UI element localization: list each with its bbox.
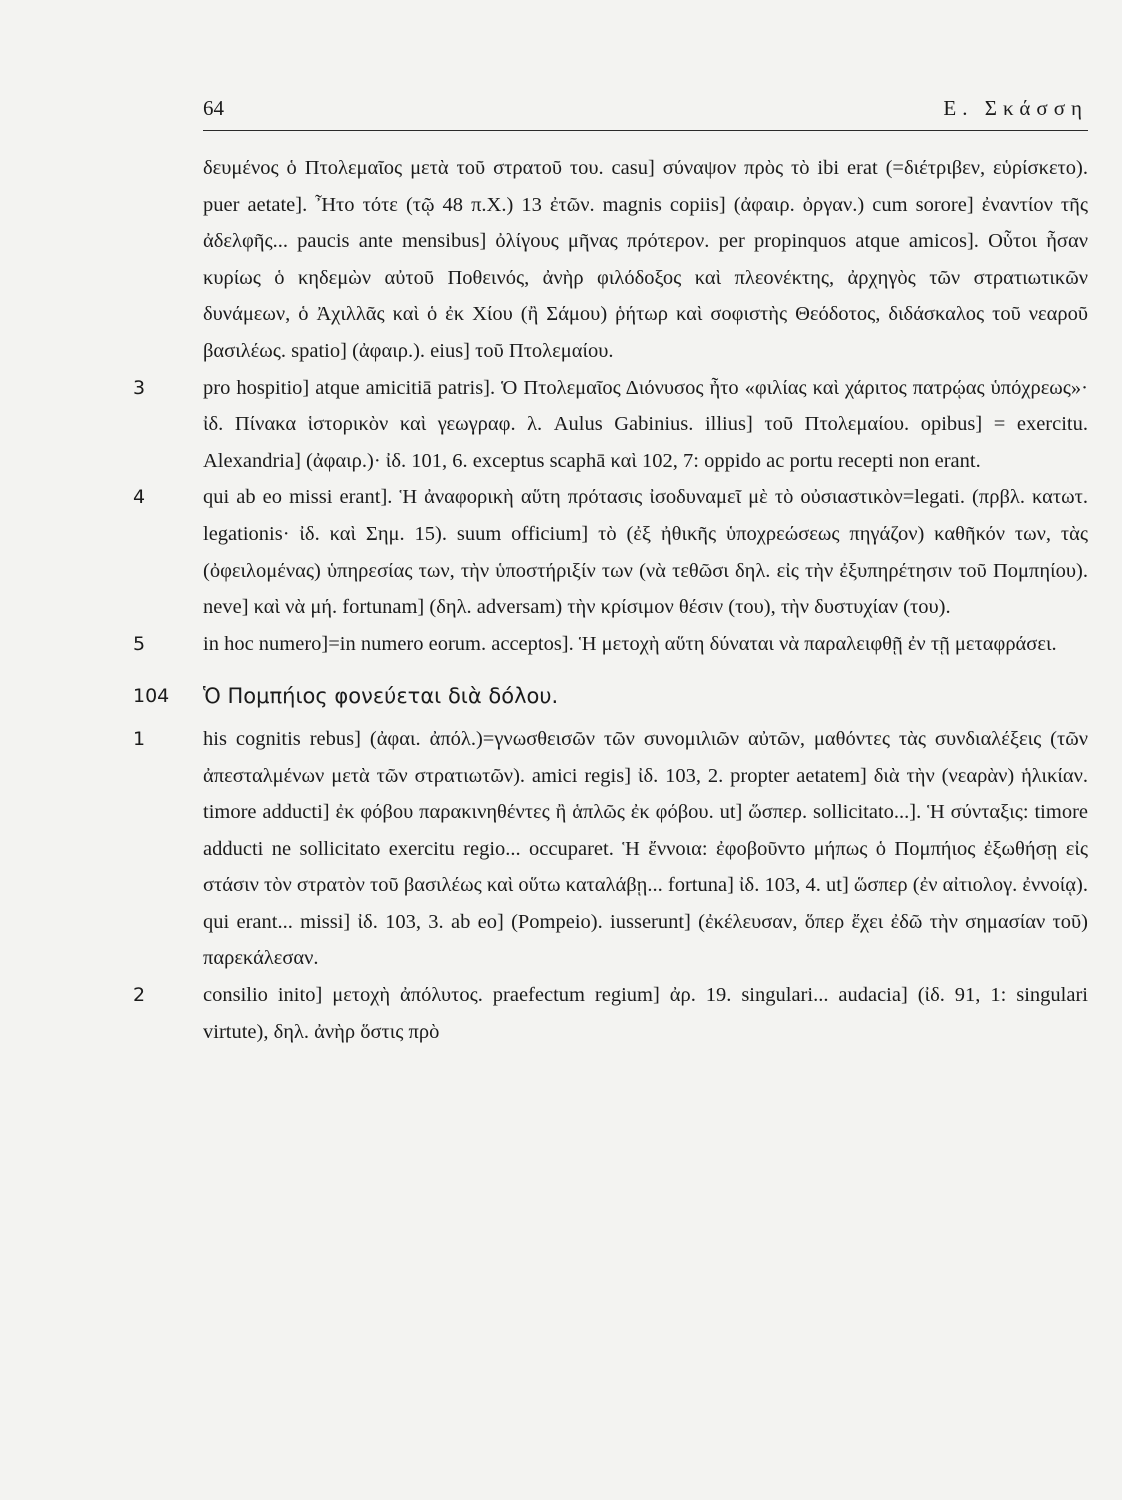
paragraph <box>133 977 1088 1050</box>
paragraph-text: consilio inito] μετοχὴ ἀπόλυτος. praefectum regium] ἀρ. 19. singulari... audacia] (ἰδ. 91, 1: singulari virtute), δηλ. ἀνὴρ ὅστις πρὸ <box>203 984 1088 1043</box>
section-title: Ὁ Πομπήιος φονεύεται διὰ δόλου. <box>203 684 559 709</box>
running-head: Ε. Σκάσση <box>943 96 1088 120</box>
paragraph-text: in hoc numero]=in numero eorum. acceptos]. Ἡ μετοχὴ αὕτη δύναται νὰ παραλειφθῇ ἐν τῇ μεταφράσει. <box>203 632 1057 655</box>
paragraph <box>133 721 1088 977</box>
paragraph-text: qui ab eo missi erant]. Ἡ ἀναφορικὴ αὕτη πρότασις ἰσοδυναμεῖ μὲ τὸ οὐσιαστικὸν=legati. (πρβλ. κατωτ. legationis· ἰδ. καὶ Σημ. 15). suum officium] τὸ (ἐξ ἠθικῆς ὑποχρεώσεως πηγάζον) καθῆκόν των, τὰς (ὀφειλομένας) ὑπηρεσίας των, τὴν ὑποστήριξίν των (νὰ τεθῶσι δηλ. εἰς τὴν ἐξυπηρέτησιν τοῦ Πομπηίου). neve] καὶ νὰ μή. fortunam] (δηλ. adversam) τὴν κρίσιμον θέσιν (του), τὴν δυστυχίαν (του). <box>203 486 1088 619</box>
page-body <box>133 150 1088 1050</box>
section-heading <box>133 678 1088 715</box>
paragraph-number: 3 <box>133 376 146 399</box>
paragraph <box>133 626 1088 663</box>
page-number: 64 <box>203 96 224 120</box>
section-number: 104 <box>133 685 170 708</box>
paragraph-text: δευμένος ὁ Πτολεμαῖος μετὰ τοῦ στρατοῦ του. casu] σύναψον πρὸς τὸ ibi erat (=διέτριβεν, εὑρίσκετο). puer aetate]. Ἦτο τότε (τῷ 48 π.Χ.) 13 ἐτῶν. magnis copiis] (ἀφαιρ. ὀργαν.) cum sorore] ἐναντίον τῆς ἀδελφῆς... paucis ante mensibus] ὀλίγους μῆνας πρότερον. per propinquos atque amicos]. Οὗτοι ἦσαν κυρίως ὁ κηδεμὼν αὐτοῦ Ποθεινός, ἀνὴρ φιλόδοξος καὶ πλεονέκτης, ἀρχηγὸς τῶν στρατιωτικῶν δυνάμεων, ὁ Ἀχιλλᾶς καὶ ὁ ἐκ Χίου (ἢ Σάμου) ῥήτωρ καὶ σοφιστὴς Θεόδοτος, διδάσκαλος τοῦ νεαροῦ βασιλέως. spatio] (ἀφαιρ.). eius] τοῦ Πτολεμαίου. <box>203 157 1088 362</box>
page-header <box>203 96 1088 131</box>
paragraph-text: his cognitis rebus] (ἀφαι. ἀπόλ.)=γνωσθεισῶν τῶν συνομιλιῶν αὐτῶν, μαθόντες τὰς συνδιαλέξεις (τῶν ἀπεσταλμένων μετὰ τῶν στρατιωτῶν). amici regis] ἰδ. 103, 2. propter aetatem] διὰ τὴν (νεαρὰν) ἡλικίαν. timore adducti] ἐκ φόβου παρακινηθέντες ἢ ἁπλῶς ἐκ φόβου. ut] ὥσπερ. sollicitato...]. Ἡ σύνταξις: timore adducti ne sollicitato exercitu regio... occuparet. Ἡ ἔννοια: ἐφοβοῦντο μήπως ὁ Πομπήιος ἐξωθήσῃ εἰς στάσιν τὸν στρατὸν τοῦ βασιλέως καὶ οὕτω καταλάβῃ... fortuna] ἰδ. 103, 4. ut] ὥσπερ (ἐν αἰτιολογ. ἐννοίᾳ). qui erant... missi] ἰδ. 103, 3. ab eo] (Pompeio). iusserunt] (ἐκέλευσαν, ὅπερ ἔχει ἐδῶ τὴν σημασίαν τοῦ) παρεκάλεσαν. <box>203 727 1088 970</box>
paragraph-text: pro hospitio] atque amicitiā patris]. Ὁ Πτολεμαῖος Διόνυσος ἦτο «φιλίας καὶ χάριτος πατρῴας ὑπόχρεως»· ἰδ. Πίνακα ἱστορικὸν καὶ γεωγραφ. λ. Aulus Gabinius. illius] τοῦ Πτολεμαίου. opibus] = exercitu. Alexandria] (ἀφαιρ.)· ἰδ. 101, 6. exceptus scaphā καὶ 102, 7: oppido ac portu recepti non erant. <box>203 376 1088 472</box>
paragraph-number: 4 <box>133 486 146 509</box>
paragraph-number: 1 <box>133 727 146 750</box>
paragraph <box>133 370 1088 480</box>
paragraph <box>133 479 1088 625</box>
paragraph <box>203 150 1088 370</box>
paragraph-number: 2 <box>133 984 146 1007</box>
paragraph-number: 5 <box>133 632 146 655</box>
